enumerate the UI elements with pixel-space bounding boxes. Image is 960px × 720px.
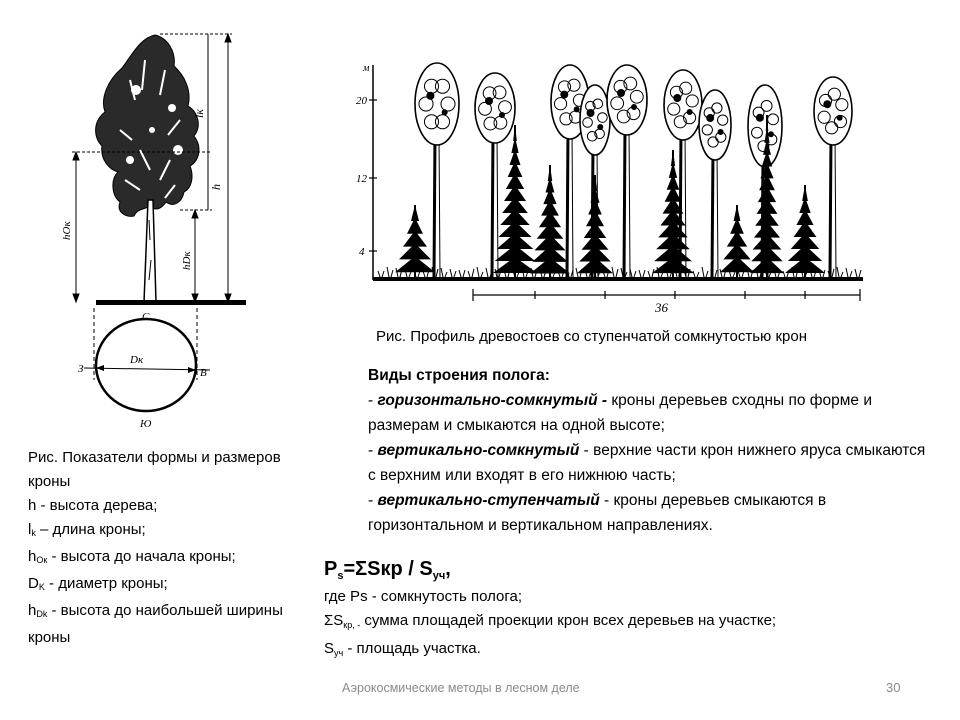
canopy-types-block bbox=[368, 363, 928, 538]
legend-symbol: D bbox=[28, 575, 39, 592]
conifer-tree bbox=[493, 125, 537, 277]
legend-symbol: h bbox=[28, 497, 37, 514]
canopy-types-title: Виды строения полога: bbox=[368, 367, 550, 384]
legend-subscript: k bbox=[31, 528, 36, 538]
legend-dk bbox=[28, 572, 298, 599]
conifer-tree bbox=[530, 165, 570, 277]
legend-symbol: h bbox=[28, 548, 37, 565]
formula-s-sub: уч bbox=[432, 570, 446, 582]
legend-subscript: Ок bbox=[36, 555, 48, 565]
label-c: С bbox=[142, 311, 150, 323]
legend-hok bbox=[28, 545, 298, 572]
legend-subscript: K bbox=[38, 582, 45, 592]
broadleaf-tree bbox=[699, 90, 731, 277]
legend-text: - диаметр кроны; bbox=[44, 575, 168, 592]
formula-end: , bbox=[445, 558, 451, 580]
tree-trunk bbox=[144, 200, 156, 302]
tree-profiles bbox=[378, 63, 861, 277]
item-prefix: - bbox=[368, 442, 378, 459]
area-subscript: уч bbox=[334, 648, 344, 658]
formula-description bbox=[324, 585, 924, 665]
area-text: - площадь участка. bbox=[343, 640, 481, 657]
formula-p-sub: s bbox=[337, 570, 344, 582]
stand-profile-figure bbox=[355, 55, 885, 320]
conifer-tree bbox=[652, 150, 694, 277]
legend-subscript: Dk bbox=[36, 609, 48, 619]
ground-line bbox=[96, 300, 246, 305]
formula-p: P bbox=[324, 558, 338, 580]
legend-text: - высота до начала кроны; bbox=[47, 548, 236, 565]
axis-unit: м bbox=[363, 63, 370, 74]
broadleaf-tree bbox=[607, 65, 647, 277]
sum-symbol: ΣS bbox=[324, 612, 344, 629]
label-hdk: hDк bbox=[181, 251, 193, 270]
label-z: З bbox=[78, 363, 84, 375]
crown-projection-ellipse bbox=[96, 319, 196, 411]
scale-label: 36 bbox=[655, 300, 668, 315]
canopy-type-horizontal bbox=[368, 388, 928, 438]
conifer-tree bbox=[785, 185, 825, 277]
formula-body: =ΣSкр / S bbox=[343, 558, 433, 580]
label-lk: lк bbox=[192, 109, 206, 118]
item-text: - верхние части крон нижнего яруса смыкаются с верхним или входят в его нижнюю часть; bbox=[368, 442, 926, 484]
legend-symbol: l bbox=[28, 521, 32, 538]
grass-tufts bbox=[378, 267, 861, 277]
item-term: вертикально-ступенчатый bbox=[377, 492, 600, 509]
formula-desc-ps: где Ps - сомкнутость полога; bbox=[324, 588, 523, 605]
conifer-tree bbox=[395, 205, 435, 277]
item-prefix: - bbox=[368, 492, 378, 509]
broadleaf-tree bbox=[814, 77, 852, 277]
crown-dimensions-figure bbox=[60, 20, 330, 440]
footer-title: Аэрокосмические методы в лесном деле bbox=[342, 681, 580, 695]
legend-h bbox=[28, 494, 298, 518]
crown-indicators-caption bbox=[28, 446, 298, 650]
closure-formula bbox=[324, 557, 451, 588]
sum-text: сумма площадей проекции крон всех деревьев на участке; bbox=[360, 612, 777, 629]
conifer-tree bbox=[577, 175, 613, 277]
canopy-type-vertical bbox=[368, 438, 928, 488]
legend-symbol: h bbox=[28, 602, 37, 619]
formula-desc-sum bbox=[324, 609, 924, 637]
label-h: h bbox=[209, 184, 223, 190]
legend-text: - высота до наибольшей ширины кроны bbox=[28, 602, 283, 646]
conifer-tree bbox=[720, 205, 754, 277]
label-yu: Ю bbox=[140, 418, 152, 430]
item-term: вертикально-сомкнутый bbox=[377, 442, 580, 459]
legend-text: - высота дерева; bbox=[36, 497, 158, 514]
label-dk: Dк bbox=[130, 354, 144, 366]
axis-tick-4: 4 bbox=[359, 246, 365, 258]
stand-profile-caption: Рис. Профиль древостоев со ступенчатой сомкнутостью крон bbox=[376, 328, 807, 345]
item-text: - кроны деревьев смыкаются в горизонтальном и вертикальном направлениях. bbox=[368, 492, 827, 534]
formula-desc-area bbox=[324, 637, 924, 665]
legend-lk bbox=[28, 518, 298, 545]
label-v: В bbox=[200, 367, 207, 379]
caption-title: Рис. Показатели формы и размеров кроны bbox=[28, 449, 281, 490]
axis-tick-12: 12 bbox=[356, 173, 367, 185]
axis-tick-20: 20 bbox=[356, 95, 367, 107]
canopy-type-stepped bbox=[368, 488, 928, 538]
sum-subscript: кр, - bbox=[343, 620, 361, 630]
area-symbol: S bbox=[324, 640, 335, 657]
label-hok: hОк bbox=[61, 221, 73, 240]
page-number: 30 bbox=[886, 680, 901, 695]
item-prefix: - bbox=[368, 392, 378, 409]
ground-line bbox=[373, 277, 863, 281]
item-text: кроны деревьев сходны по форме и размерам и смыкаются на одной высоте; bbox=[368, 392, 873, 434]
tree-crown bbox=[96, 35, 199, 216]
legend-text: – длина кроны; bbox=[35, 521, 146, 538]
legend-hdk bbox=[28, 599, 298, 650]
item-term: горизонтально-сомкнутый - bbox=[377, 392, 608, 409]
